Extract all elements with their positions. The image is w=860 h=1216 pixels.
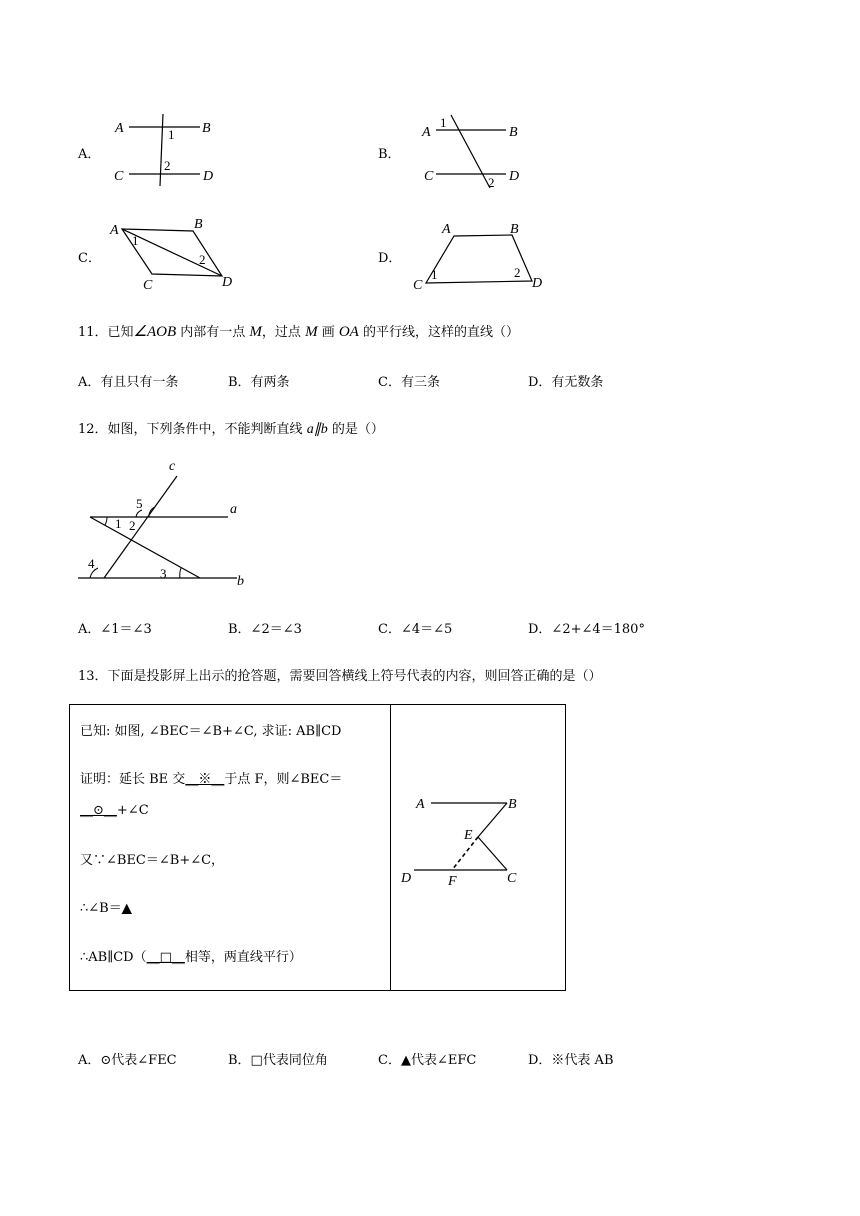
option-a: A．∠1＝∠3 <box>78 622 152 637</box>
option-d: D．∠2+∠4＝180° <box>528 622 645 637</box>
label-a: A <box>442 222 451 237</box>
option-d: D．有无数条 <box>528 375 604 390</box>
label-b: B <box>194 217 203 232</box>
proof-text: +∠C <box>116 803 149 818</box>
proof-line-therefore <box>80 897 132 916</box>
angle-2-label: 2 <box>129 518 136 533</box>
proof-text: ∴AB∥CD（ <box>80 950 147 965</box>
q11-text: ，过点 <box>261 325 306 340</box>
label-a: A <box>110 223 119 238</box>
option-a: A．有且只有一条 <box>78 375 179 390</box>
trapezoid-figure-d <box>410 218 550 294</box>
option-b: B．∠2＝∠3 <box>228 622 302 637</box>
q12-text: 的是（） <box>327 422 384 437</box>
option-c: C．▲代表∠EFC <box>378 1053 477 1068</box>
angle-2-label: 2 <box>514 265 521 280</box>
label-b: b <box>237 574 244 589</box>
angle-1-label: 1 <box>115 516 122 531</box>
angle-2-label: 2 <box>164 158 171 173</box>
angle-3-label: 3 <box>160 566 167 581</box>
angle-2-label: 2 <box>488 175 495 190</box>
option-label: D． <box>378 251 402 266</box>
parallel-lines-figure-a <box>105 112 225 192</box>
label-c: C <box>114 169 124 184</box>
proof-text: 相等，两直线平行） <box>184 950 302 965</box>
q11-point-m: M <box>305 324 318 340</box>
option-label: B． <box>378 147 401 162</box>
question-12-stem <box>78 418 384 438</box>
label-a: A <box>115 121 124 136</box>
q11-text: 11．已知 <box>78 325 134 340</box>
parallel-lines-figure-b <box>418 112 538 192</box>
question-13-stem: 13．下面是投影屏上出示的抢答题，需要回答横线上符号代表的内容，则回答正确的是（） <box>78 669 602 684</box>
angle-1-label: 1 <box>168 127 175 142</box>
angle-1-label: 1 <box>431 267 438 282</box>
option-c: C．有三条 <box>378 375 440 390</box>
label-d: D <box>222 275 233 290</box>
proof-line-given-again: 又∵∠BEC＝∠B+∠C， <box>80 853 225 868</box>
option-c: C．∠4＝∠5 <box>378 622 453 637</box>
intersecting-lines-figure <box>75 456 265 591</box>
q11-angle: ∠AOB <box>133 324 177 340</box>
label-b: B <box>509 125 518 140</box>
option-label: C． <box>78 251 101 266</box>
option-d: D．※代表 AB <box>528 1053 614 1068</box>
proof-text: ∴∠B＝ <box>80 901 122 916</box>
label-c: C <box>507 871 517 886</box>
q11-text: 内部有一点 <box>176 325 250 340</box>
blank-symbol-1: __※__ <box>185 772 225 787</box>
label-d: D <box>532 276 543 291</box>
label-b: B <box>508 797 517 812</box>
proof-line-conclusion <box>80 946 302 965</box>
angle-1-label: 1 <box>440 115 447 130</box>
table-divider <box>390 705 391 990</box>
label-d: D <box>401 871 412 886</box>
label-a: a <box>230 502 237 517</box>
proof-given: 已知: 如图, ∠BEC＝∠B+∠C, 求证: AB∥CD <box>80 724 342 739</box>
q11-text: 画 <box>317 325 339 340</box>
q11-text: 的平行线，这样的直线（） <box>358 325 519 340</box>
angle-1-label: 1 <box>132 233 139 248</box>
q11-ray-oa: OA <box>338 324 359 340</box>
q12-text: 12．如图，下列条件中，不能判断直线 <box>78 422 307 437</box>
q11-point-m: M <box>249 324 262 340</box>
angle-4-label: 4 <box>88 556 95 571</box>
question-11-stem <box>78 321 519 341</box>
label-c: C <box>413 278 423 293</box>
label-f: F <box>448 874 457 889</box>
proof-text: 证明：延长 BE 交 <box>80 772 186 787</box>
option-b: B．□代表同位角 <box>228 1053 328 1068</box>
parallelogram-figure-c <box>105 212 245 292</box>
proof-line-extend <box>80 768 342 787</box>
blank-symbol-2: __⊙__ <box>80 803 117 818</box>
label-c: c <box>169 459 176 474</box>
option-b: B．有两条 <box>228 375 290 390</box>
proof-line-angle <box>80 803 149 818</box>
label-b: B <box>510 222 519 237</box>
angle-5-label: 5 <box>136 496 143 511</box>
option-label: A． <box>78 147 101 162</box>
label-a: A <box>416 797 425 812</box>
angle-2-label: 2 <box>199 252 206 267</box>
label-e: E <box>464 828 473 843</box>
blank-symbol-triangle: ▲ <box>121 901 132 916</box>
proof-text: 于点 F，则∠BEC＝ <box>224 772 343 787</box>
label-d: D <box>203 169 214 184</box>
label-c: C <box>424 169 434 184</box>
label-b: B <box>202 121 211 136</box>
proof-figure <box>397 790 537 890</box>
option-a: A．⊙代表∠FEC <box>78 1053 177 1068</box>
label-d: D <box>509 169 520 184</box>
label-a: A <box>422 125 431 140</box>
q12-lines-ab: a∥b <box>306 422 328 437</box>
label-c: C <box>143 278 153 292</box>
blank-symbol-3: __□__ <box>146 950 185 965</box>
